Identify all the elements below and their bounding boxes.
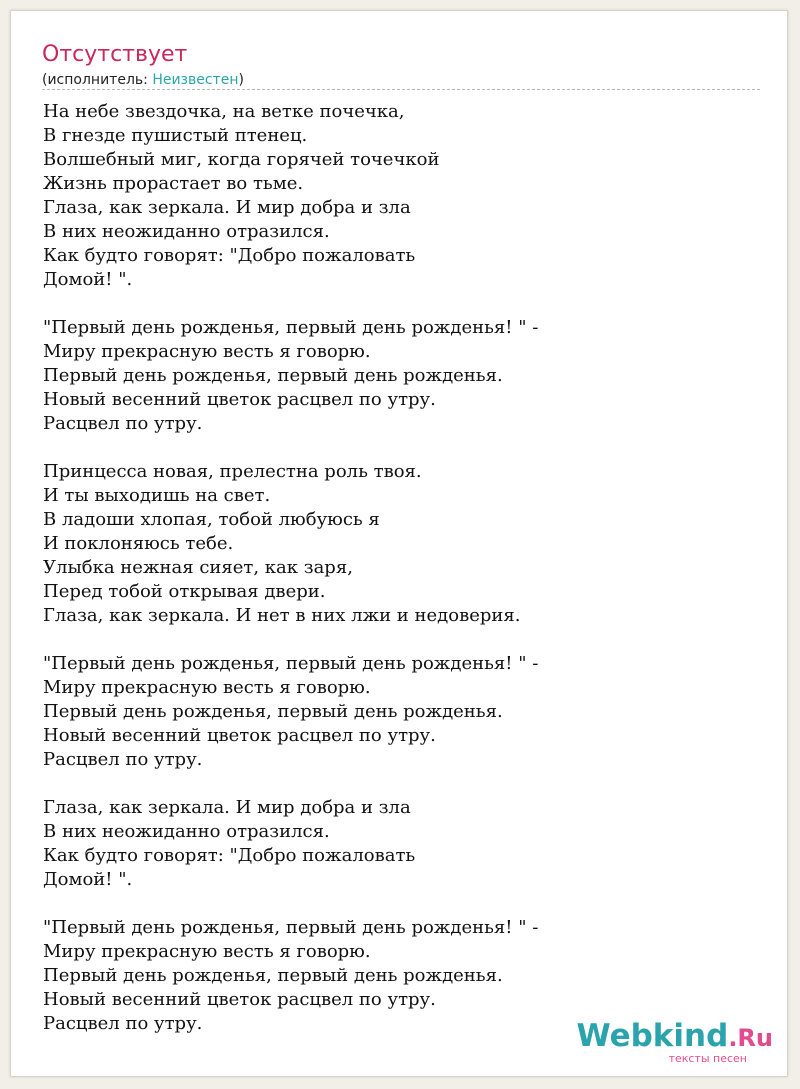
lyrics-page [10,10,788,1077]
artist-prefix: (исполнитель: [42,72,153,88]
title-divider [42,89,760,90]
logo-main-text: Webkind [576,1018,729,1054]
artist-link[interactable]: Неизвестен [152,72,239,88]
lyrics-verse-6: "Первый день рожденья, первый день рожденья! " - Миру прекрасную весть я говорю. Первый день рожденья, первый день рожденья. Новый весенний цветок расцвел по утру. Расцвел по утру. [43,917,539,1034]
logo-tagline: тексты песен [668,1052,747,1065]
lyrics-verse-3: Принцесса новая, прелестна роль твоя. И ты выходишь на свет. В ладоши хлопая, тобой любуюсь я И поклоняюсь тебе. Улыбка нежная сияет, как заря, Перед тобой открывая двери. Глаза, как зеркала. И нет в них лжи и недоверия. [43,461,521,626]
artist-suffix: ) [238,72,244,88]
lyrics-verse-5: Глаза, как зеркала. И мир добра и зла В них неожиданно отразился. Как будто говорят: "Добро пожаловать Домой! ". [43,797,416,890]
lyrics-verse-4: "Первый день рожденья, первый день рожденья! " - Миру прекрасную весть я говорю. Первый день рожденья, первый день рожденья. Новый весенний цветок расцвел по утру. Расцвел по утру. [43,653,539,770]
logo-tld-text: .Ru [728,1024,773,1052]
artist-line [42,71,244,89]
song-title: Отсутствует [42,42,188,67]
webkind-logo[interactable] [573,1016,773,1068]
lyrics-verse-2: "Первый день рожденья, первый день рожденья! " - Миру прекрасную весть я говорю. Первый день рожденья, первый день рожденья. Новый весенний цветок расцвел по утру. Расцвел по утру. [43,317,539,434]
lyrics-text [43,100,763,1036]
lyrics-verse-1: На небе звездочка, на ветке почечка, В гнезде пушистый птенец. Волшебный миг, когда горячей точечкой Жизнь прорастает во тьме. Глаза, как зеркала. И мир добра и зла В них неожиданно отразился. Как будто говорят: "Добро пожаловать Домой! ". [43,101,440,290]
